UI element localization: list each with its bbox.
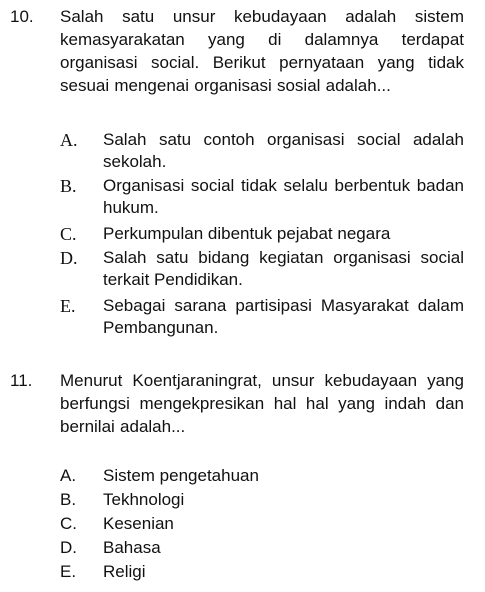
option-text: Perkumpulan dibentuk pejabat negara (103, 224, 391, 243)
option-letter: E. (60, 296, 76, 316)
option-letter: C. (60, 514, 77, 533)
option-text: Organisasi social tidak selalu berbentuk badan hukum. (103, 176, 464, 217)
option-text: Salah satu bidang kegiatan organisasi social terkait Pendidikan. (103, 248, 464, 289)
option-letter: B. (60, 176, 77, 196)
option-letter: E. (60, 562, 77, 581)
option-text: Tekhnologi (103, 490, 185, 509)
option-d[interactable] (0, 247, 485, 295)
option-a[interactable] (0, 464, 485, 488)
question-stem: Menurut Koentjaraningrat, unsur kebudayaan yang berfungsi mengekpresikan hal hal yang indah dan bernilai adalah... (60, 371, 464, 436)
option-b[interactable] (0, 488, 485, 512)
option-text: Sebagai sarana partisipasi Masyarakat dalam Pembangunan. (103, 296, 464, 337)
option-text: Salah satu contoh organisasi social adalah sekolah. (103, 130, 464, 171)
option-a[interactable] (0, 129, 485, 175)
option-letter: A. (60, 130, 78, 150)
option-text: Bahasa (103, 538, 161, 557)
option-e[interactable] (0, 560, 485, 584)
option-text: Religi (103, 562, 146, 581)
option-letter: D. (60, 538, 77, 557)
option-letter: C. (60, 224, 77, 244)
option-text: Sistem pengetahuan (103, 466, 259, 485)
option-letter: D. (60, 248, 78, 268)
option-b[interactable] (0, 175, 485, 223)
option-letter: A. (60, 466, 77, 485)
question-stem: Salah satu unsur kebudayaan adalah sistem kemasyarakatan yang di dalamnya terdapat organisasi social. Berikut pernyataan yang tidak sesuai mengenai organisasi sosial adalah... (60, 7, 464, 95)
option-e[interactable] (0, 295, 485, 341)
option-c[interactable] (0, 223, 485, 247)
question-number: 10. (10, 7, 34, 26)
answer-options (0, 464, 485, 584)
question-number: 11. (10, 371, 33, 390)
option-letter: B. (60, 490, 77, 509)
option-text: Kesenian (103, 514, 174, 533)
option-d[interactable] (0, 536, 485, 560)
answer-options (0, 129, 485, 341)
option-c[interactable] (0, 512, 485, 536)
